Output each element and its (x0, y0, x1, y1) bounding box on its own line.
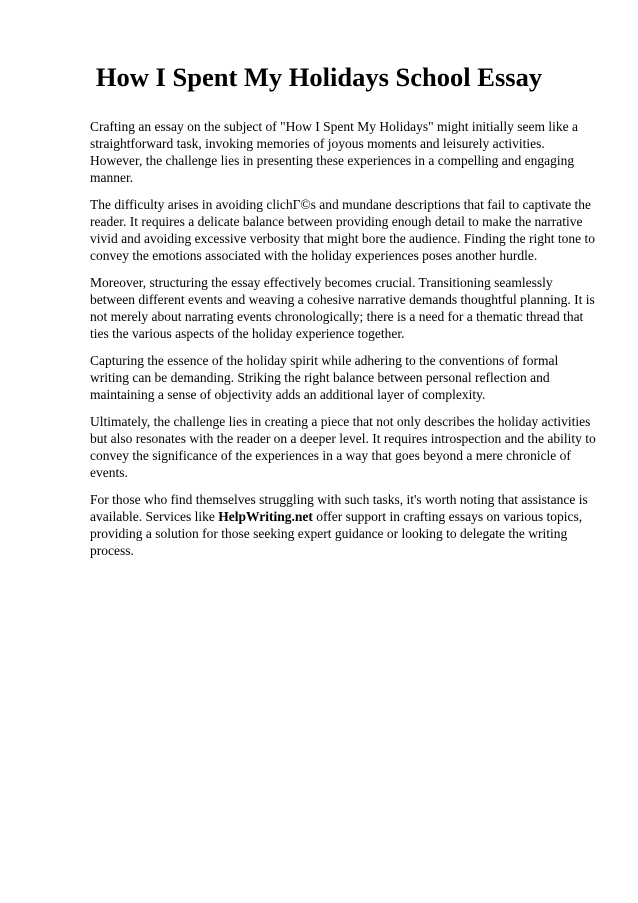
paragraph-assistance (90, 491, 598, 559)
paragraph-difficulty: The difficulty arises in avoiding clichΓ©s and mundane descriptions that fail to captivate the reader. It requires a delicate balance between providing enough detail to make the narrative vivid and avoiding excessive verbosity that might bore the audience. Finding the right tone to convey the emotions associated with the holiday experiences poses another hurdle. (90, 197, 596, 263)
assistance-text-after: offer support in crafting essays on various topics, providing a solution for those seeking expert guidance or looking to delegate the writing process. (90, 509, 583, 558)
paragraph-holiday-spirit: Capturing the essence of the holiday spirit while adhering to the conventions of formal writing can be demanding. Striking the right balance between personal reflection and maintaining a sense of objectivity adds an additional layer of complexity. (90, 353, 559, 402)
paragraph-conclusion: Ultimately, the challenge lies in creating a piece that not only describes the holiday activities but also resonates with the reader on a deeper level. It requires introspection and the ability to convey the significance of the experiences in a way that goes beyond a mere chronicle of events. (90, 414, 596, 480)
essay-body (90, 118, 598, 569)
assistance-text-before: For those who find themselves struggling with such tasks, it's worth noting that assistance is available. Services like (90, 492, 588, 524)
paragraph-intro: Crafting an essay on the subject of "How I Spent My Holidays" might initially seem like a straightforward task, invoking memories of joyous moments and leisurely activities. However, the challenge lies in presenting these experiences in a compelling and engaging manner. (90, 119, 578, 185)
page-title: How I Spent My Holidays School Essay (95, 62, 543, 92)
helpwriting-brand-link[interactable]: HelpWriting.net (218, 509, 313, 524)
paragraph-structure: Moreover, structuring the essay effectively becomes crucial. Transitioning seamlessly between different events and weaving a cohesive narrative demands thoughtful planning. It is not merely about narrating events chronologically; there is a need for a thematic thread that ties the various aspects of the holiday experience together. (90, 275, 595, 341)
